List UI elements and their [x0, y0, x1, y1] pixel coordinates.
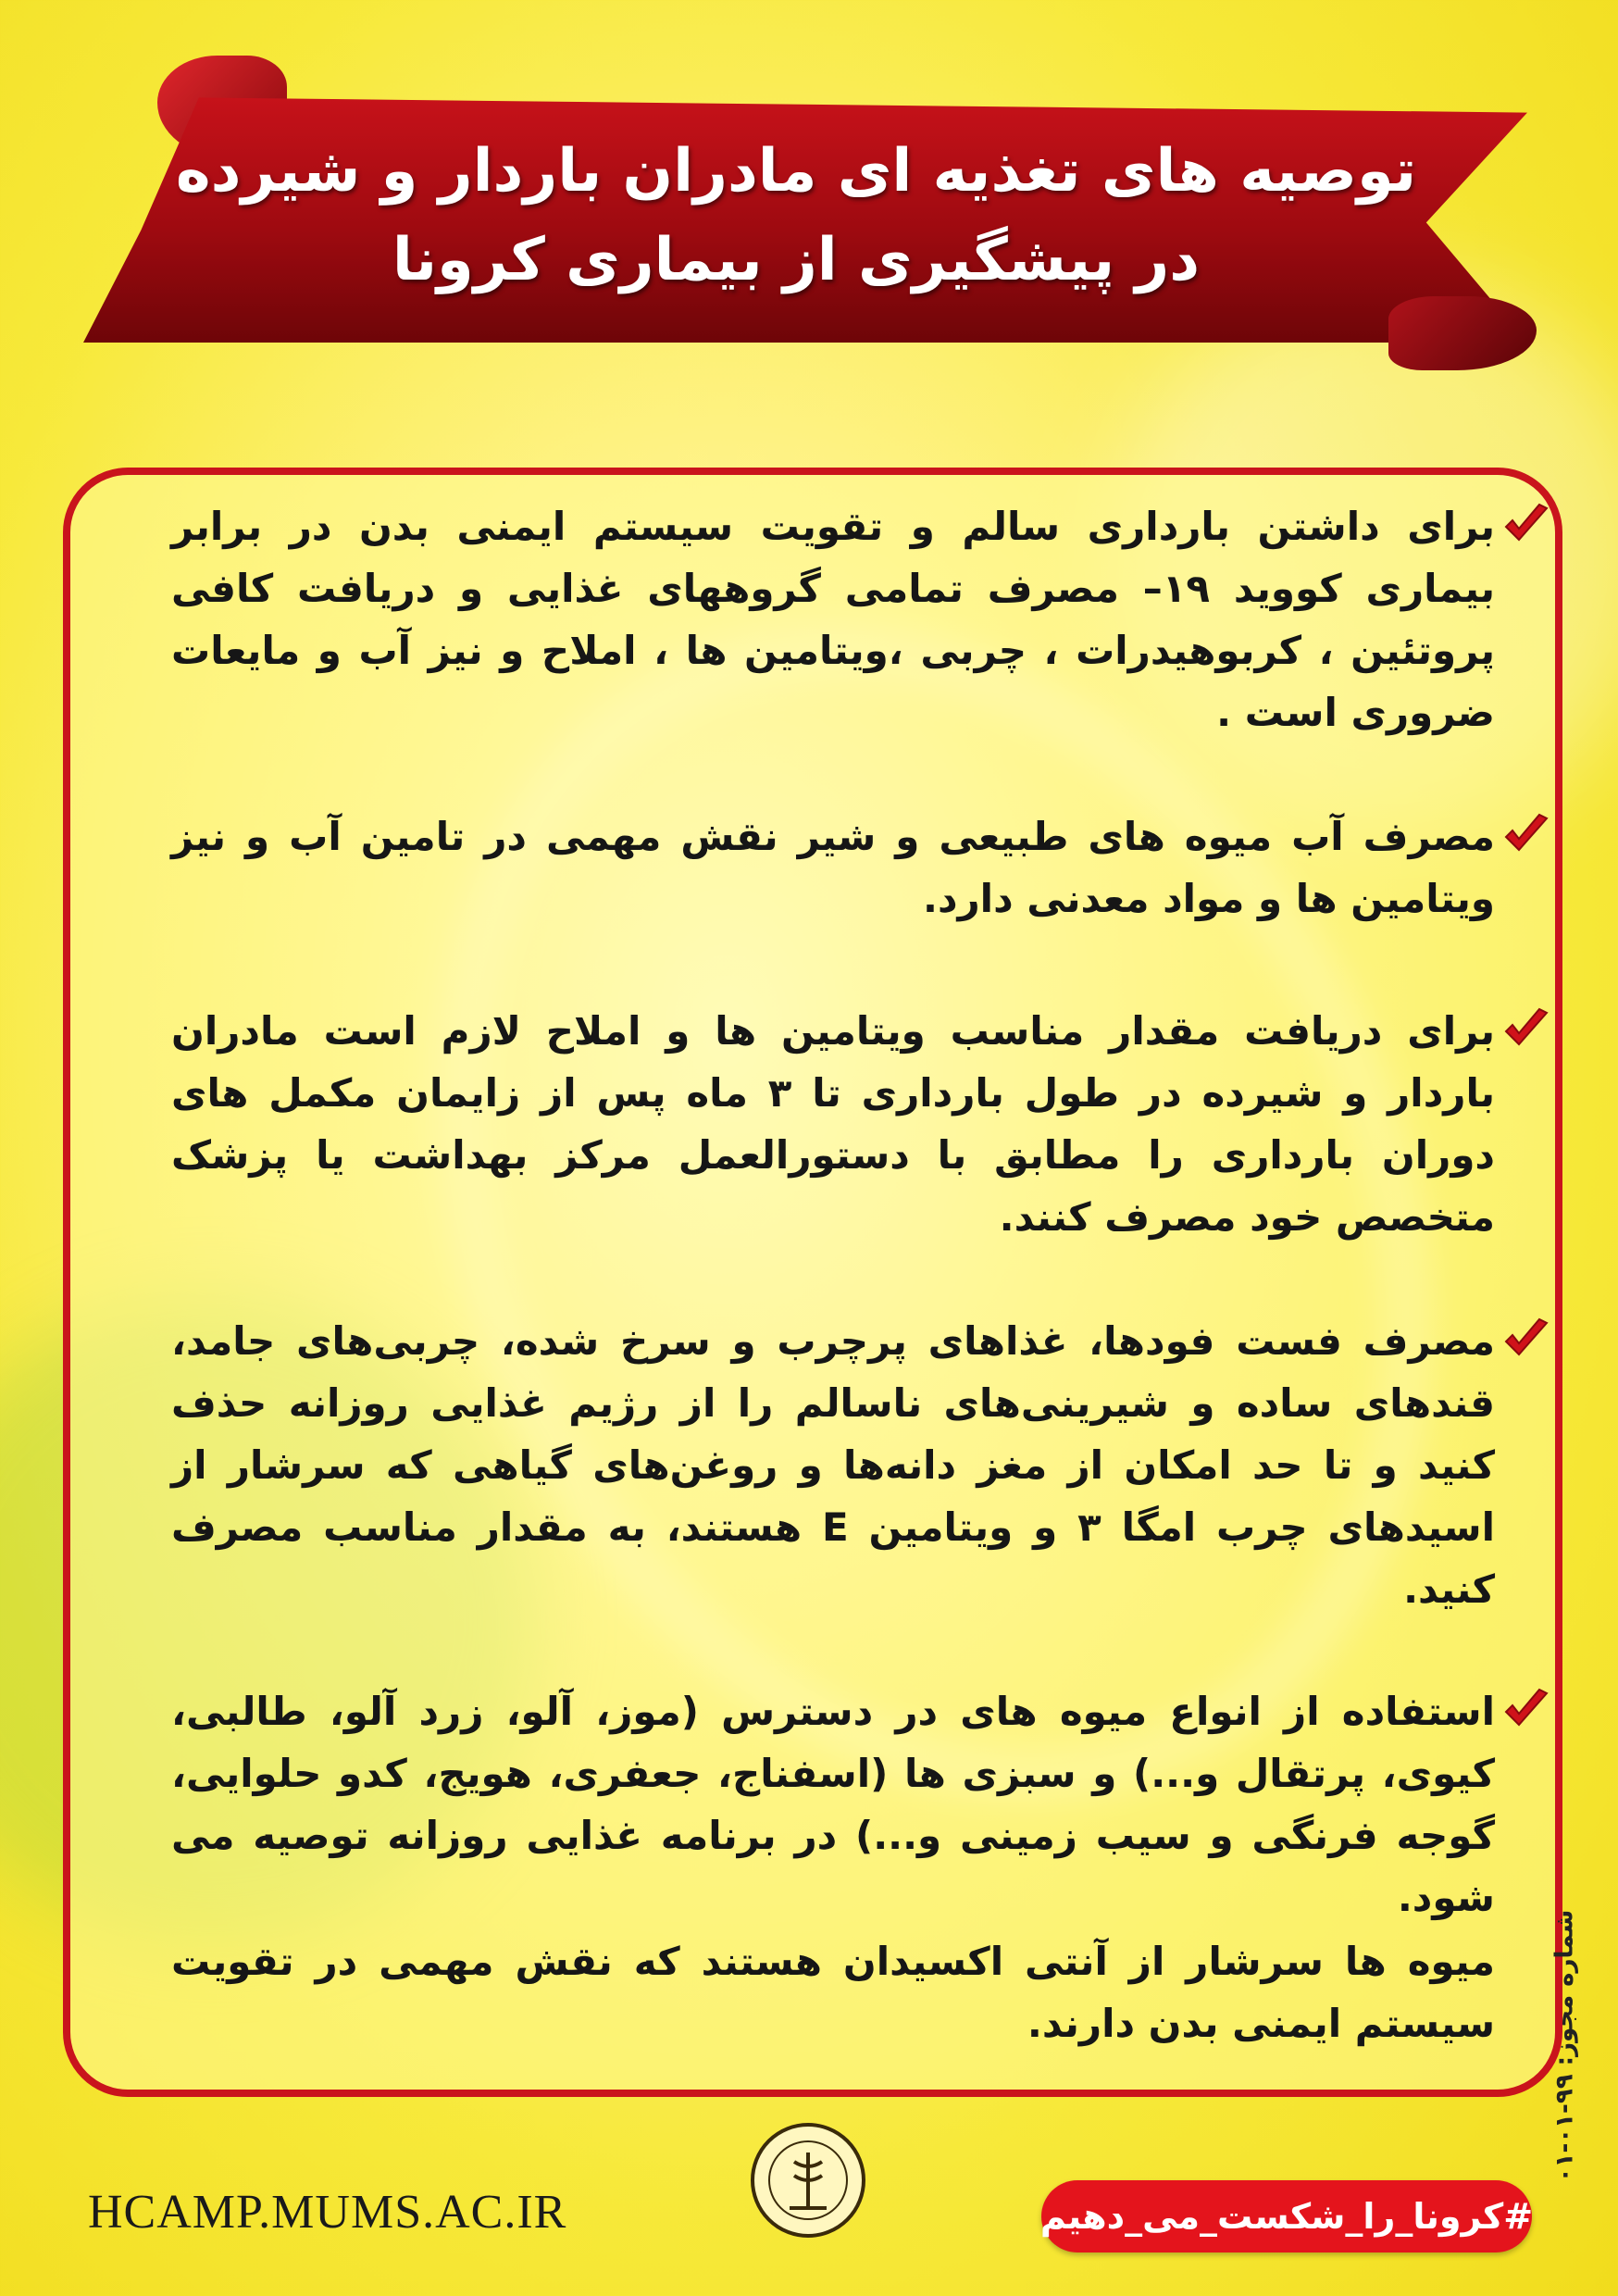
recommendation-item	[171, 1680, 1541, 2054]
recommendation-extra-text: میوه ها سرشار از آنتی اکسیدان هستند که نقش مهمی در تقویت سیستم ایمنی بدن دارند.	[171, 1939, 1495, 2046]
ribbon-curl-right	[1388, 296, 1537, 370]
permit-number-text: شماره مجوز: ۹۹-۰۱-۰۱	[1550, 1909, 1578, 2183]
website-url[interactable]: HCAMP.MUMS.AC.IR	[88, 2186, 567, 2239]
recommendation-text: برای دریافت مقدار مناسب ویتامین ها و املاح لازم است مادران باردار و شیرده در طول بارداری تا ۳ ماه پس از زایمان مکمل های دوران بارداری را مطابق با دستورالعمل مرکز بهداشت یا پزشک متخصص خود مصرف کنند.	[171, 1008, 1495, 1240]
check-mark-icon	[1502, 1005, 1550, 1054]
recommendation-item	[171, 1000, 1541, 1248]
check-mark-icon	[1502, 1316, 1550, 1364]
university-seal-icon	[748, 2120, 868, 2240]
permit-number	[1537, 1852, 1592, 2240]
title-line-2: در پیشگیری از بیماری کرونا	[392, 226, 1201, 294]
recommendation-item	[171, 805, 1541, 930]
title-line-1: توصیه های تغذیه ای مادران باردار و شیرده	[175, 137, 1417, 206]
recommendation-item	[171, 1310, 1541, 1620]
hashtag-badge: #کرونا_را_شکست_می_دهیم	[1041, 2180, 1532, 2252]
recommendation-text: مصرف فست فودها، غذاهای پرچرب و سرخ شده، چربی‌های جامد، قندهای ساده و شیرینی‌های ناسالم را از رژیم غذایی روزانه حذف کنید و تا حد امکان از مغز دانه‌ها و روغن‌های گیاهی که سرشار از اسیدهای چرب امگا ۳ و ویتامین E هستند، به مقدار مناسب مصرف کنید.	[171, 1318, 1495, 1612]
recommendation-text: مصرف آب میوه های طبیعی و شیر نقش مهمی در تامین آب و نیز ویتامین ها و مواد معدنی دارد.	[171, 814, 1495, 921]
recommendation-item	[171, 495, 1541, 743]
recommendation-text: استفاده از انواع میوه های در دسترس (موز، آلو، زرد آلو، طالبی، کیوی، پرتقال و...) و سبزی ها (اسفناج، جعفری، هویج، کدو حلوایی، گوجه فرنگی و سیب زمینی و...) در برنامه غذایی روزانه توصیه می شود.	[171, 1689, 1495, 1920]
check-mark-icon	[1502, 1686, 1550, 1734]
recommendation-text: برای داشتن بارداری سالم و تقویت سیستم ایمنی بدن در برابر بیماری کووید ۱۹– مصرف تمامی گروههای غذایی و دریافت کافی پروتئین ، کربوهیدرات ، چربی ،ویتامین ها ، املاح و نیز آب و مایعات ضروری است .	[171, 504, 1496, 735]
check-mark-icon	[1502, 811, 1550, 859]
check-mark-icon	[1502, 501, 1550, 549]
page-title	[175, 109, 1417, 322]
